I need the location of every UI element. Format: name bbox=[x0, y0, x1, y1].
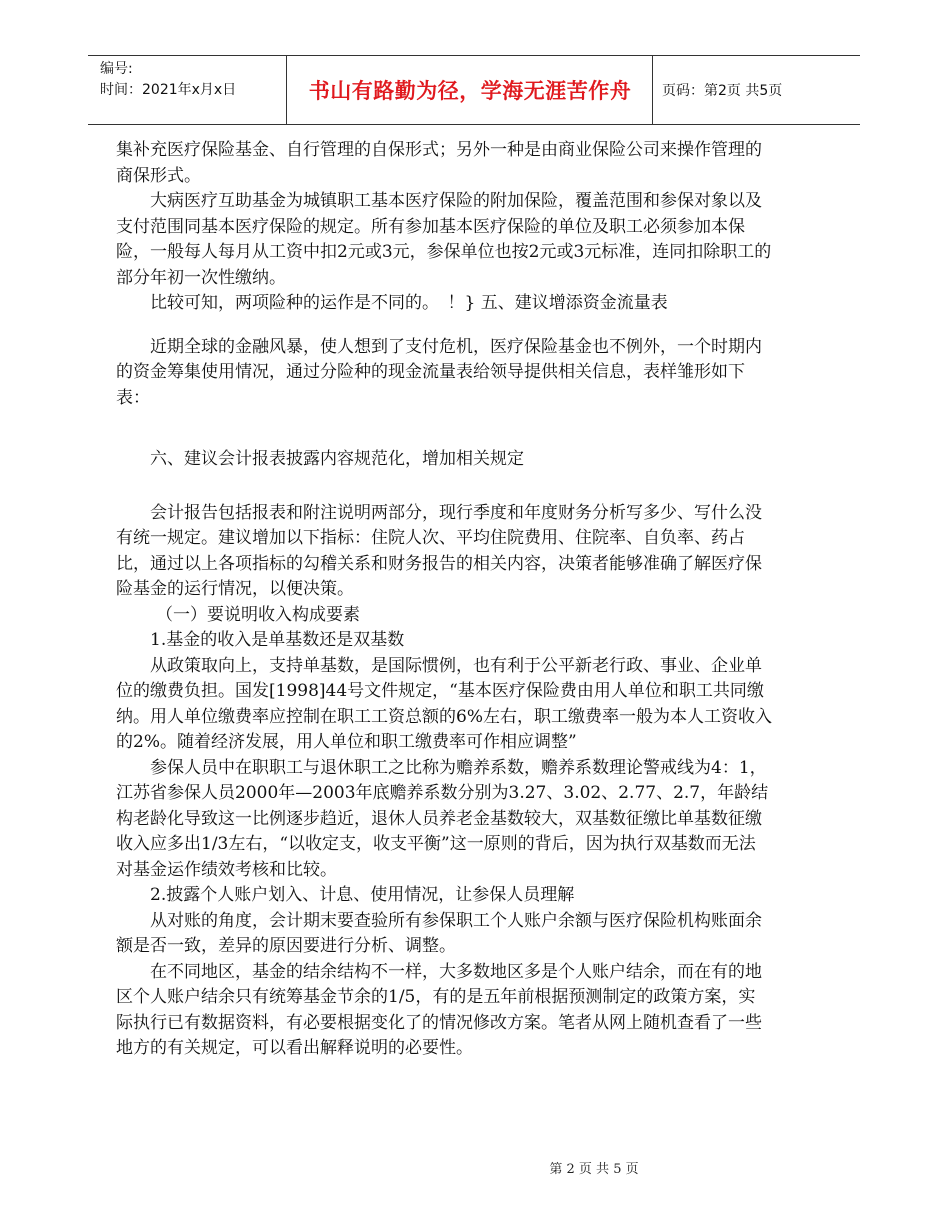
subsection-heading: （一）要说明收入构成要素 bbox=[156, 604, 360, 625]
page-header bbox=[88, 55, 860, 125]
paragraph: 集补充医疗保险基金、自行管理的自保形式；另外一种是由商业保险公司来操作管理的商保形式。 bbox=[116, 140, 762, 186]
paragraph: 近期全球的金融风暴，使人想到了支付危机，医疗保险基金也不例外，一个时期内的资金筹集使用情况，通过分险种的现金流量表给领导提供相关信息，表样雏形如下表： bbox=[116, 336, 762, 408]
time-label: 时间：2021年x月x日 bbox=[100, 82, 237, 98]
page-footer bbox=[0, 1158, 950, 1177]
paragraph: 大病医疗互助基金为城镇职工基本医疗保险的附加保险，覆盖范围和参保对象以及支付范围同基本医疗保险的规定。所有参加基本医疗保险的单位及职工必须参加本保险，一般每人每月从工资中扣2元或3元，参保单位也按2元或3元标准，连同扣除职工的部分年初一次性缴纳。 bbox=[116, 191, 772, 288]
document-body bbox=[116, 138, 772, 1062]
item-heading: 2.披露个人账户划入、计息、使用情况，让参保人员理解 bbox=[150, 885, 575, 905]
item-heading: 1.基金的收入是单基数还是双基数 bbox=[150, 630, 405, 650]
paragraph: 从对账的角度，会计期末要查验所有参保职工个人账户余额与医疗保险机构账面余额是否一致，差异的原因要进行分析、调整。 bbox=[116, 910, 762, 956]
section-heading: 六、建议会计报表披露内容规范化，增加相关规定 bbox=[150, 449, 524, 469]
paragraph: 会计报告包括报表和附注说明两部分，现行季度和年度财务分析写多少、写什么没有统一规定。建议增加以下指标：住院人次、平均住院费用、住院率、自负率、药占比，通过以上各项指标的勾稽关系和财务报告的相关内容，决策者能够准确了解医疗保险基金的运行情况，以便决策。 bbox=[116, 502, 762, 599]
header-divider-right bbox=[652, 56, 653, 124]
paragraph: 参保人员中在职职工与退休职工之比称为赡养系数，赡养系数理论警戒线为4：1，江苏省参保人员2000年—2003年底赡养系数分别为3.27、3.02、2.77、2.7，年龄结构老龄化导致这一比例逐步趋近，退休人员养老金基数较大，双基数征缴比单基数征缴收入应多出1/3左右，“以收定支，收支平衡”这一原则的背后，因为执行双基数而无法对基金运作绩效考核和比较。 bbox=[116, 757, 769, 880]
paragraph: 在不同地区，基金的结余结构不一样，大多数地区多是个人账户结余，而在有的地区个人账户结余只有统筹基金节余的1/5，有的是五年前根据预测制定的政策方案，实际执行已有数据资料，有必要根据变化了的情况修改方案。笔者从网上随机查看了一些地方的有关规定，可以看出解释说明的必要性。 bbox=[116, 961, 762, 1058]
header-divider-left bbox=[286, 56, 287, 124]
paragraph: 比较可知，两项险种的运作是不同的。 ！} 五、建议增添资金流量表 bbox=[150, 293, 668, 313]
footer-page-number: 第 2 页 共 5 页 bbox=[549, 1162, 639, 1177]
paragraph: 从政策取向上，支持单基数，是国际惯例，也有利于公平新老行政、事业、企业单位的缴费负担。国发[1998]44号文件规定，“基本医疗保险费由用人单位和职工共同缴纳。用人单位缴费率应控制在职工工资总额的6%左右，职工缴费率一般为本人工资收入的2%。随着经济发展，用人单位和职工缴费率可作相应调整” bbox=[116, 655, 772, 752]
serial-label: 编号: bbox=[100, 61, 133, 77]
header-page-number: 页码：第2页 共5页 bbox=[662, 83, 783, 99]
header-motto: 书山有路勤为径，学海无涯苦作舟 bbox=[308, 79, 632, 103]
header-meta bbox=[100, 59, 290, 101]
